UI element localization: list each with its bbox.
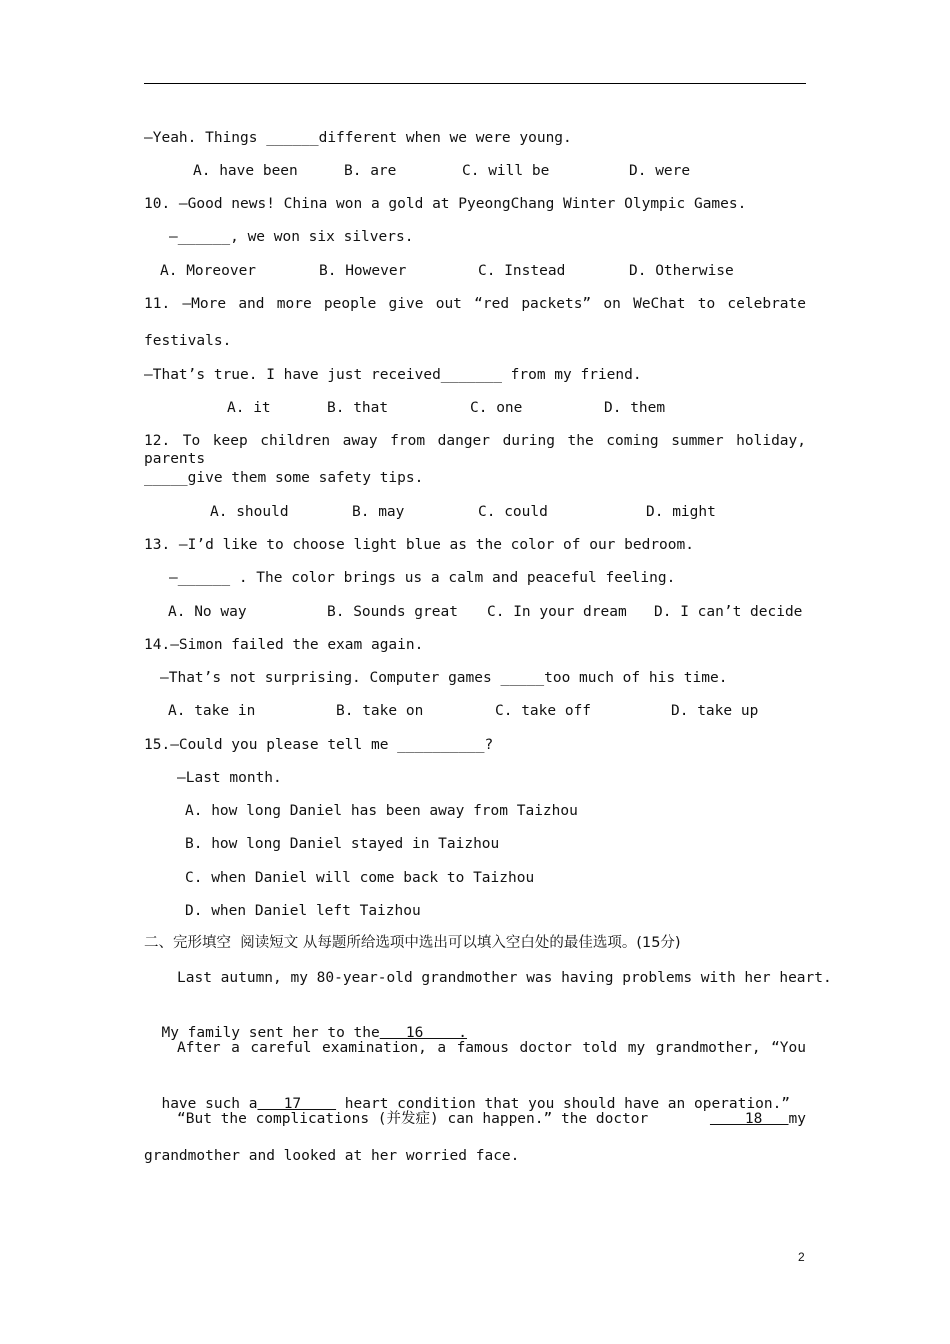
q14-response: —That’s not surprising. Computer games _____too much of his time. (160, 670, 728, 686)
q11-option-b: B. that (327, 400, 389, 416)
q10-option-c: C. Instead (478, 263, 566, 279)
cloze-text: My family sent her to the (161, 1025, 380, 1041)
q14-option-a: A. take in (168, 703, 256, 719)
q14-option-d: D. take up (671, 703, 759, 719)
q10-option-d: D. Otherwise (629, 263, 734, 279)
q14-option-b: B. take on (336, 703, 424, 719)
cloze-text: have such a (161, 1096, 258, 1112)
q11-response: —That’s true. I have just received_______ from my friend. (144, 367, 642, 383)
q13-option-b: B. Sounds great (327, 604, 458, 620)
q13-stem: 13. —I’d like to choose light blue as the color of our bedroom. (144, 537, 694, 553)
cloze-p3-line2: grandmother and looked at her worried face. (144, 1148, 520, 1164)
q12-stem-cont: _____give them some safety tips. (144, 470, 424, 486)
q11-option-a: A. it (227, 400, 271, 416)
q15-option-a: A. how long Daniel has been away from Taizhou (185, 803, 578, 819)
q13-option-c: C. In your dream (487, 604, 627, 620)
cloze-text: my (788, 1111, 806, 1127)
q15-option-b: B. how long Daniel stayed in Taizhou (185, 836, 500, 852)
q15-stem: 15.—Could you please tell me __________? (144, 737, 494, 753)
q12-option-a: A. should (210, 504, 289, 520)
q10-stem: 10. —Good news! China won a gold at PyeongChang Winter Olympic Games. (144, 196, 747, 212)
q10-option-a: A. Moreover (160, 263, 257, 279)
q12-option-d: D. might (646, 504, 716, 520)
cloze-blank-17: 17 (257, 1096, 337, 1112)
cloze-p3-line1 (177, 1110, 806, 1128)
q13-option-d: D. I can’t decide (654, 604, 803, 620)
q14-stem: 14.—Simon failed the exam again. (144, 637, 424, 653)
q9-option-b: B. are (344, 163, 397, 179)
q15-option-c: C. when Daniel will come back to Taizhou (185, 870, 535, 886)
header-rule (144, 83, 806, 84)
q15-response: —Last month. (177, 770, 282, 786)
q9-option-d: D. were (629, 163, 691, 179)
cloze-p1-line2 (144, 1006, 467, 1042)
q11-stem-cont: festivals. (144, 333, 232, 349)
q13-response: —______ . The color brings us a calm and peaceful feeling. (169, 570, 676, 586)
cloze-p2-line1: After a careful examination, a famous doctor told my grandmother, “You (177, 1040, 806, 1056)
q9-option-a: A. have been (193, 163, 298, 179)
q10-option-b: B. However (319, 263, 407, 279)
q14-option-c: C. take off (495, 703, 592, 719)
q11-option-d: D. them (604, 400, 666, 416)
q11-stem: 11. —More and more people give out “red packets” on WeChat to celebrate (144, 296, 806, 312)
q9-option-c: C. will be (462, 163, 550, 179)
page-number: 2 (798, 1250, 805, 1264)
cloze-text: heart condition that you should have an operation.” (336, 1096, 791, 1112)
q12-option-c: C. could (478, 504, 548, 520)
q9-response: —Yeah. Things ______different when we were young. (144, 130, 572, 146)
q11-option-c: C. one (470, 400, 523, 416)
cloze-blank-18: 18 (709, 1111, 789, 1127)
q12-stem: 12. To keep children away from danger during the coming summer holiday, parents (144, 433, 806, 467)
cloze-blank-16: 16 . (379, 1025, 468, 1041)
cloze-p2-line2 (144, 1077, 790, 1113)
q13-option-a: A. No way (168, 604, 247, 620)
q15-option-d: D. when Daniel left Taizhou (185, 903, 421, 919)
cloze-p1-line1: Last autumn, my 80-year-old grandmother was having problems with her heart. (177, 970, 832, 986)
section2-heading: 二、完形填空 阅读短文 从每题所给选项中选出可以填入空白处的最佳选项。(15分) (144, 935, 681, 951)
q12-option-b: B. may (352, 504, 405, 520)
cloze-text: “But the complications (并发症) can happen.” the doctor (177, 1111, 649, 1127)
q10-response: —______, we won six silvers. (169, 229, 414, 245)
